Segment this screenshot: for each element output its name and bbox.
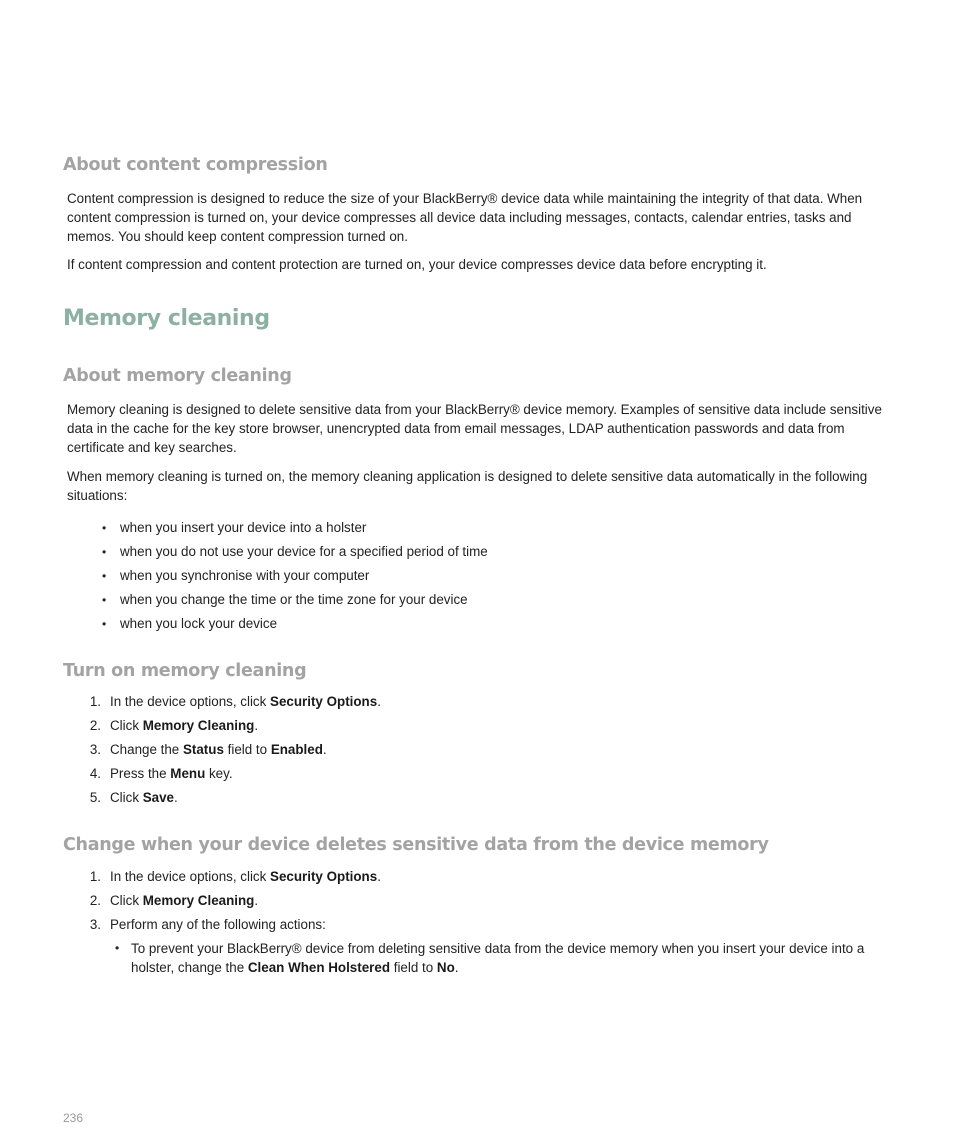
step-item: 1. In the device options, click Security Options.	[89, 694, 381, 709]
list-item: • when you lock your device	[100, 612, 488, 636]
step-item: 3. Perform any of the following actions:	[89, 917, 326, 932]
step-item: 5. Click Save.	[89, 790, 178, 805]
situations-list	[100, 516, 488, 636]
paragraph-memory-cleaning-2: When memory cleaning is turned on, the memory cleaning application is designed to delete sensitive data automatically in the following situations:	[67, 469, 868, 503]
ui-term: Security Options	[270, 694, 378, 709]
step-item: 2. Click Memory Cleaning.	[89, 893, 259, 908]
list-item: • when you synchronise with your computer	[100, 564, 488, 588]
bullet-icon: •	[115, 941, 120, 955]
step-item: 2. Click Memory Cleaning.	[89, 718, 259, 733]
list-item: • when you do not use your device for a specified period of time	[100, 540, 488, 564]
heading-about-content-compression: About content compression	[63, 155, 328, 175]
step-item: 1. In the device options, click Security Options.	[89, 869, 381, 884]
actions-sub-list	[113, 939, 911, 977]
ui-term: Enabled	[270, 742, 323, 757]
ui-term: Clean When Holstered	[247, 960, 391, 975]
turn-on-steps-list	[85, 690, 381, 810]
page-number: 236	[63, 1111, 84, 1125]
change-when-steps-list	[85, 865, 381, 937]
bullet-icon: •	[102, 521, 107, 535]
step-item: 4. Press the Menu key.	[89, 766, 233, 781]
paragraph-content-compression-2: If content compression and content protection are turned on, your device compresses device data before encrypting it.	[67, 257, 767, 272]
list-item: • when you change the time or the time zone for your device	[100, 588, 488, 612]
paragraph-memory-cleaning-1: Memory cleaning is designed to delete sensitive data from your BlackBerry® device memory. Examples of sensitive data include sensitive data in the cache for the key store browser, unencrypted data from email messages, LDAP authentication passwords and data from certificate and key searches.	[67, 402, 882, 455]
paragraph-content-compression-1: Content compression is designed to reduce the size of your BlackBerry® device data while maintaining the integrity of that data. When content compression is turned on, your device compresses all device data including messages, contacts, calendar entries, tasks and memos. You should keep content compression turned on.	[67, 191, 863, 244]
ui-term: Memory Cleaning	[142, 893, 255, 908]
step-item: 3. Change the Status field to Enabled.	[89, 742, 327, 757]
bullet-icon: •	[102, 617, 107, 631]
ui-term: Memory Cleaning	[142, 718, 255, 733]
section-title-memory-cleaning: Memory cleaning	[63, 306, 270, 331]
list-item: • To prevent your BlackBerry® device from deleting sensitive data from the device memory when you insert your device into a holster, change the Clean When Holstered field to No.	[115, 941, 865, 975]
ui-term: No	[436, 960, 455, 975]
heading-turn-on-memory-cleaning: Turn on memory cleaning	[63, 661, 307, 681]
bullet-icon: •	[102, 569, 107, 583]
heading-about-memory-cleaning: About memory cleaning	[63, 366, 292, 386]
bullet-icon: •	[102, 593, 107, 607]
heading-change-when-deletes: Change when your device deletes sensitive data from the device memory	[63, 835, 769, 855]
list-item: • when you insert your device into a holster	[100, 516, 488, 540]
ui-term: Save	[142, 790, 175, 805]
ui-term: Status	[182, 742, 224, 757]
ui-term: Security Options	[270, 869, 378, 884]
ui-term: Menu	[170, 766, 206, 781]
bullet-icon: •	[102, 545, 107, 559]
